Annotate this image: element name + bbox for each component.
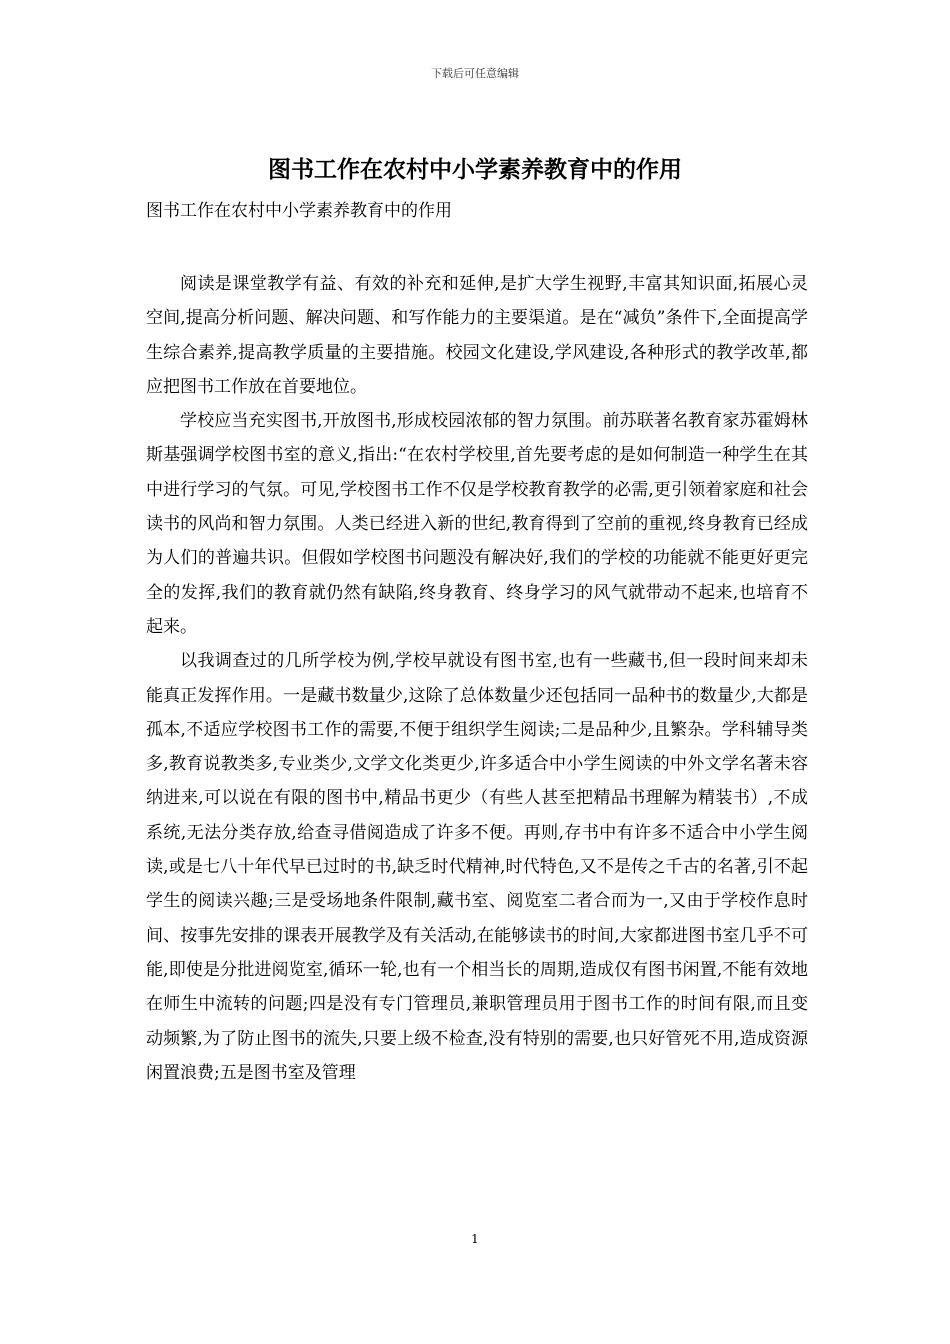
page-number: 1: [471, 1232, 479, 1246]
body-paragraph: 以我调查过的几所学校为例,学校早就设有图书室,也有一些藏书,但一段时间来却未能真正发挥作用。一是藏书数量少,这除了总体数量少还包括同一品种书的数量少,大都是孤本,不适应学校图书工作的需要,不便于组织学生阅读;二是品种少,且繁杂。学科辅导类多,教育说教类多,专业类少,文学文化类更少,许多适合中小学生阅读的中外文学名著未容纳进来,可以说在有限的图书中,精品书更少（有些人甚至把精品书理解为精装书）,不成系统,无法分类存放,给查寻借阅造成了许多不便。再则,存书中有许多不适合中小学生阅读,或是七八十年代早已过时的书,缺乏时代精神,时代特色,又不是传之千古的名著,引不起学生的阅读兴趣;三是受场地条件限制,藏书室、阅览室二者合而为一,又由于学校作息时间、按事先安排的课表开展教学及有关活动,在能够读书的时间,大家都进图书室几乎不可能,即使是分批进阅览室,循环一轮,也有一个相当长的周期,造成仅有图书闲置,不能有效地在师生中流转的问题;四是没有专门管理员,兼职管理员用于图书工作的时间有限,而且变动频繁,为了防止图书的流失,只要上级不检查,没有特别的需要,也只好管死不用,造成资源闲置浪费;五是图书室及管理: [146, 651, 808, 1083]
header-note: 下载后可任意编辑: [431, 67, 519, 80]
document-title: 图书工作在农村中小学素养教育中的作用: [268, 156, 682, 183]
document-body: [146, 267, 808, 1090]
body-paragraph: 学校应当充实图书,开放图书,形成校园浓郁的智力氛围。前苏联著名教育家苏霍姆林斯基强调学校图书室的意义,指出:“在农村学校里,首先要考虑的是如何制造一种学生在其中进行学习的气氛。可见,学校图书工作不仅是学校教育教学的必需,更引领着家庭和社会读书的风尚和智力氛围。人类已经进入新的世纪,教育得到了空前的重视,终身教育已经成为人们的普遍共识。但假如学校图书问题没有解决好,我们的学校的功能就不能更好更完全的发挥,我们的教育就仍然有缺陷,终身教育、终身学习的风气就带动不起来,也培育不起来。: [146, 411, 808, 637]
document-subtitle: 图书工作在农村中小学素养教育中的作用: [146, 201, 452, 221]
body-paragraph: 阅读是课堂教学有益、有效的补充和延伸,是扩大学生视野,丰富其知识面,拓展心灵空间,提高分析问题、解决问题、和写作能力的主要渠道。是在“减负”条件下,全面提高学生综合素养,提高教学质量的主要措施。校园文化建设,学风建设,各种形式的教学改革,都应把图书工作放在首要地位。: [146, 274, 808, 397]
